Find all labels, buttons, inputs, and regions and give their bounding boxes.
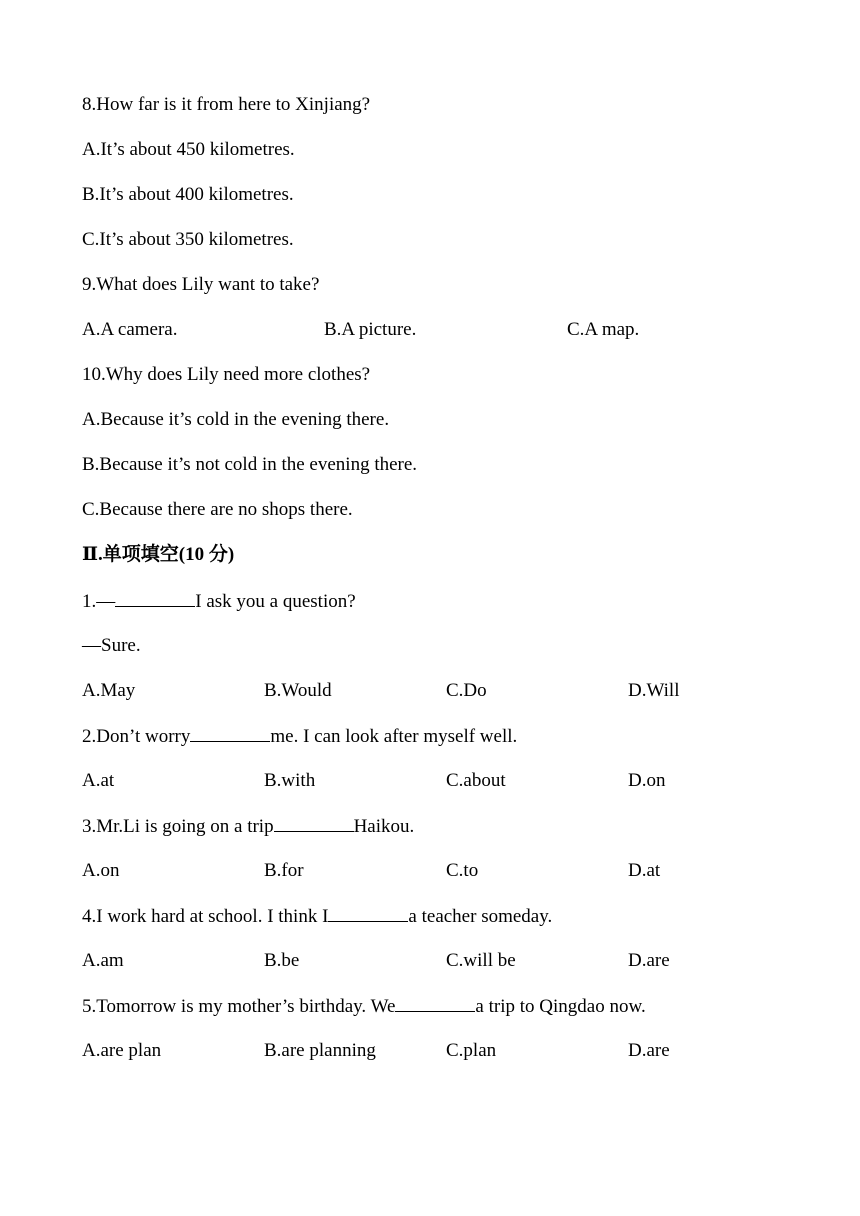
s2-q4-option-a: A.am: [82, 950, 124, 971]
s2-question-5: [82, 993, 646, 1019]
answer-blank: [190, 723, 270, 742]
s2-q2-option-a: A.at: [82, 770, 115, 791]
s2-q5-suffix: a trip to Qingdao now.: [475, 996, 646, 1017]
s2-q5-option-c: C.plan: [446, 1040, 497, 1061]
section-2-heading: Ⅱ.单项填空(10 分): [82, 544, 235, 565]
s2-question-3: [82, 813, 414, 839]
s2-q2-option-d: D.on: [628, 770, 666, 791]
s2-q4-option-b: B.be: [264, 950, 300, 971]
s2-q1-option-a: A.May: [82, 680, 136, 701]
q8-option-c: C.It’s about 350 kilometres.: [82, 229, 294, 250]
s2-q1-option-d: D.Will: [628, 680, 680, 701]
q8-option-a: A.It’s about 450 kilometres.: [82, 139, 295, 160]
question-8: 8.How far is it from here to Xinjiang?: [82, 94, 371, 115]
question-10: 10.Why does Lily need more clothes?: [82, 364, 371, 385]
q10-option-c: C.Because there are no shops there.: [82, 499, 353, 520]
answer-blank: [274, 813, 354, 832]
q9-option-a: A.A camera.: [82, 319, 178, 340]
s2-q4-option-d: D.are: [628, 950, 670, 971]
s2-q1-reply: —Sure.: [82, 635, 141, 656]
s2-q3-option-c: C.to: [446, 860, 479, 881]
s2-q4-suffix: a teacher someday.: [408, 906, 553, 927]
s2-q2-suffix: me. I can look after myself well.: [270, 726, 518, 747]
s2-q3-option-d: D.at: [628, 860, 661, 881]
q9-option-b: B.A picture.: [324, 319, 417, 340]
s2-q2-option-c: C.about: [446, 770, 506, 791]
s2-q5-prefix: 5.Tomorrow is my mother’s birthday. We: [82, 996, 396, 1017]
q9-option-c: C.A map.: [567, 319, 640, 340]
s2-q1-option-c: C.Do: [446, 680, 487, 701]
s2-q3-option-a: A.on: [82, 860, 120, 881]
s2-q1-option-b: B.Would: [264, 680, 332, 701]
s2-question-2: [82, 723, 517, 749]
s2-q3-suffix: Haikou.: [353, 816, 415, 837]
s2-q2-prefix: 2.Don’t worry: [82, 726, 191, 747]
s2-question-1: [82, 588, 356, 614]
s2-q4-option-c: C.will be: [446, 950, 516, 971]
s2-q5-option-d: D.are: [628, 1040, 670, 1061]
s2-q4-prefix: 4.I work hard at school. I think I: [82, 906, 329, 927]
s2-question-4: [82, 903, 552, 929]
question-9: 9.What does Lily want to take?: [82, 274, 320, 295]
q10-option-a: A.Because it’s cold in the evening there.: [82, 409, 390, 430]
q8-option-b: B.It’s about 400 kilometres.: [82, 184, 294, 205]
s2-q1-suffix: I ask you a question?: [195, 591, 356, 612]
s2-q5-option-a: A.are plan: [82, 1040, 162, 1061]
s2-q1-prefix: 1.—: [82, 591, 116, 612]
s2-q3-prefix: 3.Mr.Li is going on a trip: [82, 816, 274, 837]
answer-blank: [395, 993, 475, 1012]
s2-q3-option-b: B.for: [264, 860, 304, 881]
answer-blank: [328, 903, 408, 922]
s2-q5-option-b: B.are planning: [264, 1040, 376, 1061]
answer-blank: [115, 588, 195, 607]
s2-q2-option-b: B.with: [264, 770, 316, 791]
q10-option-b: B.Because it’s not cold in the evening there.: [82, 454, 418, 475]
